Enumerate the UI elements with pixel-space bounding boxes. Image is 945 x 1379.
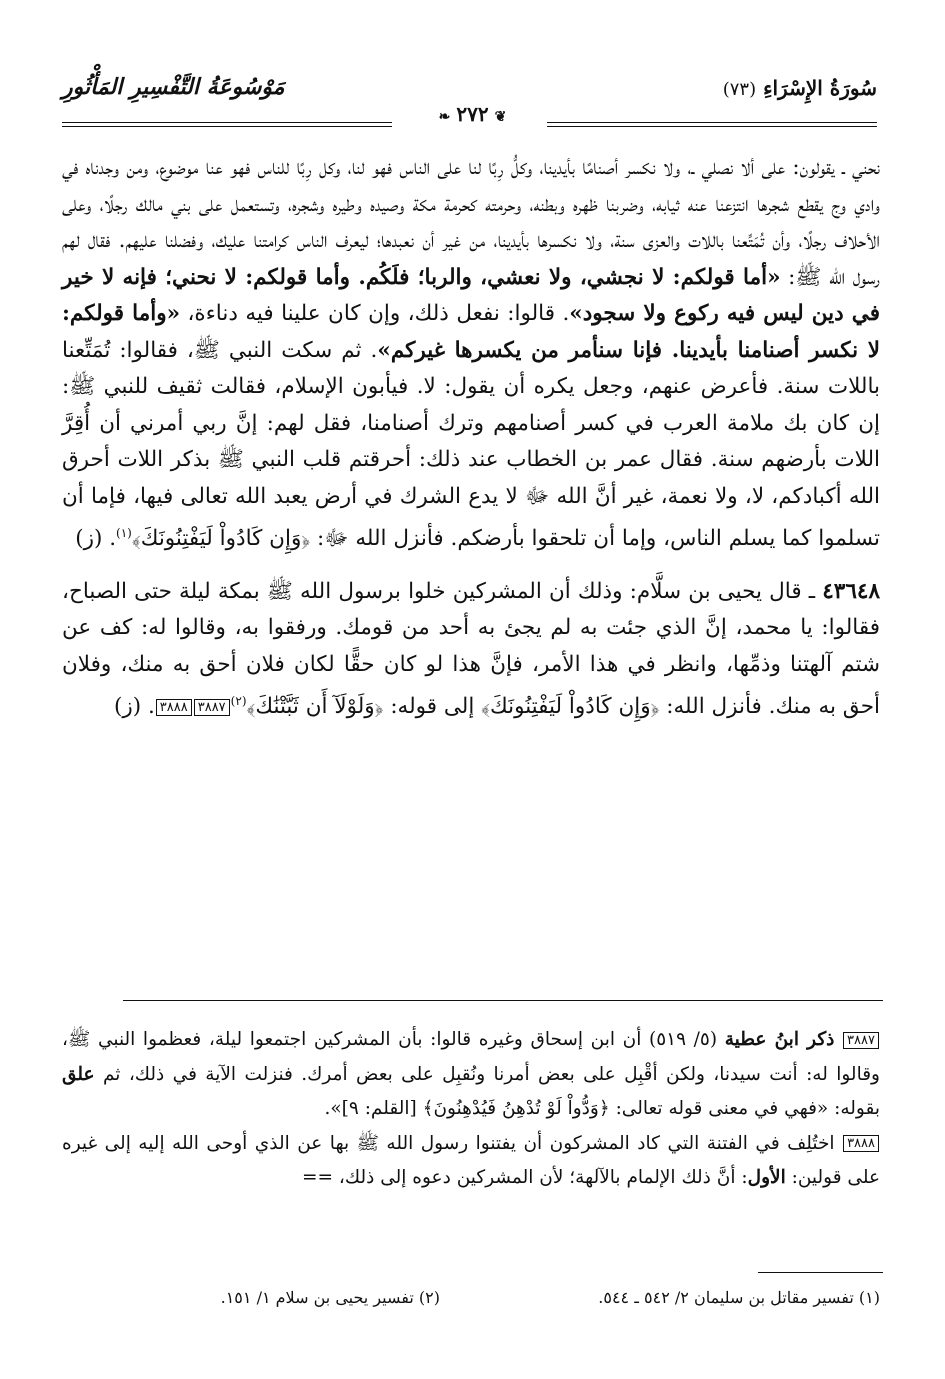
source-mark: . (ز)	[75, 526, 117, 552]
text-run: نحني ـ يقولون: على ألا نصلي ـ، ولا نكسر أصنامًا بأيدينا، وكلُّ رِبًا لنا على الناس فهو لنا، وكل رِبًا للناس فهو عنا موضوع، ومن وجدناه في وادي وج يقطع شجرها انتزعنا عنه ثيابه، وضربنا ظهره وبطنه، وحرمته كحرمة مكة وصيده وطيره وشجره، وتستعمل على بني مالك رجلًا، وعلى الأحلاف رجلًا، وأن تُمَتِّعنا باللات والعزى سنة، ولا نكسرها بأيدينا، من غير أن نعبدها؛ ليعرف الناس كرامتنا عليك، وفضلنا عليهم. فقال لهم رسول الله ﷺ:	[62, 155, 881, 290]
main-text	[62, 150, 880, 726]
notes-divider	[123, 1000, 883, 1001]
text-run: بقوله: «فهي في معنى قوله تعالى:	[609, 1098, 880, 1119]
surah-title: سُورَةُ الإِسْرَاءِ	[763, 76, 877, 100]
note-ref-box[interactable]: ٣٨٨٧	[194, 699, 230, 716]
surah-number: (٧٣)	[722, 79, 757, 100]
page-number: ٢٧٢	[456, 102, 489, 126]
text-run: [القلم: ٩]».	[324, 1098, 423, 1119]
footnote-ref[interactable]: (١)	[116, 526, 132, 540]
quran-verse: ﴿وَإِن كَادُواْ لَيَفْتِنُونَكَ﴾	[481, 694, 660, 720]
text-run: (٥/ ٥١٩) أن ابن إسحاق وغيره قالوا: بأن المشركين اجتمعوا ليلة، فعظموا النبي ﷺ، وقالوا له: أنت سيدنا، ولكن أقْبِل على بعض أمرنا ونُقبِل على بعض أمرك. فنزلت الآية في ذلك، ثم	[62, 1029, 880, 1085]
quran-verse: ﴿وَلَوْلَآ أَن ثَبَّتْنَٰكَ﴾	[246, 694, 384, 720]
note-keyword: علق	[62, 1063, 95, 1085]
surah-heading	[723, 76, 877, 100]
note-ref-box[interactable]: ٣٨٨٨	[156, 699, 192, 716]
source-mark: . (ز)	[113, 694, 155, 720]
book-title: مَوْسُوعَةُ التَّفْسِيرِ المَأْثُورِ	[62, 74, 285, 100]
text-run: ـ قال يحيى بن سلَّام: وذلك أن المشركين خلوا برسول الله ﷺ بمكة ليلة حتى الصباح، فقالوا: يا محمد، إنَّ الذي جئت به لم يجئ به أحد من قومك. ورفقوا به، وقالوا له: كف عن شتم آلهتنا وذمِّها، وانظر في هذا الأمر، فإنَّ هذا لو كان حقًّا لكان فلان أحق به منك، وفلان أحق به منك. فأنزل الله:	[62, 578, 880, 720]
footnote-divider	[758, 1272, 883, 1273]
footnote-2: (٢) تفسير يحيى بن سلام ١/ ١٥١.	[220, 1288, 440, 1307]
note-3888	[62, 1127, 880, 1196]
text-run: إلى قوله:	[383, 694, 482, 720]
text-run: : أنَّ ذلك الإلمام بالآلهة؛ لأن المشركين دعوه إلى ذلك، ==	[302, 1167, 748, 1188]
note-number-box: ٣٨٨٨	[843, 1135, 879, 1152]
ornament-icon: ❧	[438, 109, 451, 125]
note-keyword: الأول	[747, 1167, 786, 1188]
narration-43648	[62, 574, 880, 726]
commentary-notes	[62, 1023, 880, 1196]
note-lead: ذكر ابنُ عطية	[724, 1029, 835, 1050]
ornament-icon: ❦	[494, 109, 507, 125]
hadith-quote: «وأما قولكم: لا نكسر أصنامنا بأيدينا. فإنا سنأمر من يكسرها غيركم»	[62, 301, 880, 363]
paragraph-continued	[62, 150, 880, 558]
quran-verse: ﴿وَدُّواْ لَوْ تُدْهِنُ فَيُدْهِنُونَ﴾	[422, 1098, 610, 1119]
quran-verse: ﴿وَإِن كَادُواْ لَيَفْتِنُونَكَ﴾	[131, 526, 311, 552]
text-run: اختُلِف في الفتنة التي كاد المشركون أن يفتنوا رسول الله ﷺ بها عن الذي أوحى الله إليه إلى غيره على قولين:	[62, 1132, 880, 1188]
text-run: . قالوا: نفعل ذلك، وإن كان علينا فيه دناءة،	[180, 301, 570, 326]
text-run: . ثم سكت النبي ﷺ، فقالوا: تُمَتِّعنا باللات سنة. فأعرض عنهم، وجعل يكره أن يقول: لا. فيأبون الإسلام، فقالت ثقيف للنبي ﷺ: إن كان بك ملامة العرب في كسر أصنامهم وترك أصنامنا، فقل لهم: إنَّ ربي أمرني أن أُقِرَّ اللات بأرضهم سنة. فقال عمر بن الخطاب عند ذلك: أحرقتم قلب النبي ﷺ بذكر اللات أحرق الله أكبادكم، لا، ولا نعمة، غير أنَّ الله ﷻ لا يدع الشرك في أرض يعبد الله تعالى فيها، فإما أن تسلموا كما يسلم الناس، وإما أن تلحقوا بأرضكم. فأنزل الله ﷻ:	[62, 337, 880, 552]
note-number-box: ٣٨٨٧	[843, 1032, 879, 1049]
footnote-1: (١) تفسير مقاتل بن سليمان ٢/ ٥٤٢ ـ ٥٤٤.	[598, 1288, 880, 1307]
page-number-block	[0, 102, 945, 126]
footnote-ref[interactable]: (٢)	[230, 694, 247, 709]
hadith-quote: «أما قولكم: لا نجشي، ولا نعشي، والربا؛ فلَكُم. وأما قولكم: لا نحني؛ فإنه لا خير في دين ليس فيه ركوع ولا سجود»	[62, 264, 880, 326]
narration-number: ٤٣٦٤٨	[822, 578, 880, 604]
note-3887	[62, 1023, 880, 1127]
